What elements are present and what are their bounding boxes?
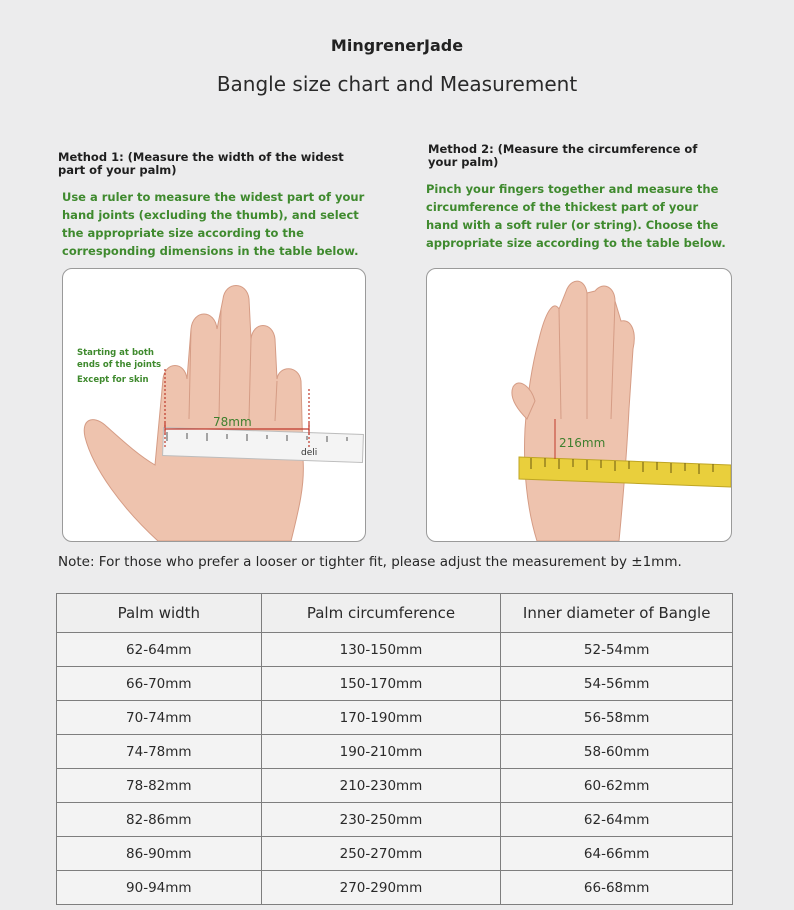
table-cell: 64-66mm	[501, 837, 733, 871]
hand-palm-shape	[525, 281, 635, 541]
method2-desc-line: Pinch your fingers together and measure the	[426, 182, 719, 196]
method1-description	[62, 188, 364, 260]
method2-title-line: Method 2: (Measure the circumference of	[428, 142, 698, 156]
hand-ruler-illustration	[63, 269, 365, 541]
hand-palm-shape	[84, 286, 303, 542]
table-cell: 78-82mm	[57, 769, 262, 803]
method1-desc-line: corresponding dimensions in the table below.	[62, 244, 359, 258]
table-cell: 66-70mm	[57, 667, 262, 701]
method1-annotation-line: Except for skin	[77, 375, 149, 385]
palm-width-measure: 78mm	[213, 415, 252, 429]
table-cell: 70-74mm	[57, 701, 262, 735]
method2-title	[428, 143, 697, 169]
table-cell: 270-290mm	[261, 871, 501, 905]
method1-title-line: Method 1: (Measure the width of the widest	[58, 150, 344, 164]
page-title: Bangle size chart and Measurement	[216, 72, 578, 96]
table-cell: 56-58mm	[501, 701, 733, 735]
table-cell: 130-150mm	[261, 633, 501, 667]
fit-note: Note: For those who prefer a looser or tighter fit, please adjust the measurement by ±1mm.	[58, 554, 682, 570]
brand-name: MingrenerJade	[330, 36, 464, 55]
table-row	[57, 837, 733, 871]
method1-desc-line: the appropriate size according to the	[62, 226, 304, 240]
table-cell: 66-68mm	[501, 871, 733, 905]
table-cell: 150-170mm	[261, 667, 501, 701]
table-row	[57, 769, 733, 803]
palm-circumference-measure: 216mm	[559, 436, 606, 450]
table-cell: 74-78mm	[57, 735, 262, 769]
table-row	[57, 803, 733, 837]
method1-hand-photo	[62, 268, 366, 542]
method2-description	[426, 180, 726, 252]
ruler-brand: deli	[301, 448, 318, 458]
table-cell: 58-60mm	[501, 735, 733, 769]
table-cell: 62-64mm	[501, 803, 733, 837]
table-cell: 62-64mm	[57, 633, 262, 667]
method2-desc-line: appropriate size according to the table below.	[426, 236, 726, 250]
table-row	[57, 701, 733, 735]
table-cell: 250-270mm	[261, 837, 501, 871]
method1-annotation-line: Starting at both	[77, 348, 154, 358]
hand-tape-illustration	[427, 269, 731, 541]
table-cell: 52-54mm	[501, 633, 733, 667]
method1-title-line: part of your palm)	[58, 163, 177, 177]
table-cell: 190-210mm	[261, 735, 501, 769]
table-cell: 54-56mm	[501, 667, 733, 701]
table-header-row	[57, 594, 733, 633]
method2-title-line: your palm)	[428, 155, 499, 169]
size-table	[56, 593, 733, 905]
table-cell: 90-94mm	[57, 871, 262, 905]
table-row	[57, 871, 733, 905]
column-header-inner-diameter: Inner diameter of Bangle	[501, 594, 733, 633]
column-header-palm-width: Palm width	[57, 594, 262, 633]
table-cell: 210-230mm	[261, 769, 501, 803]
table-cell: 60-62mm	[501, 769, 733, 803]
table-row	[57, 667, 733, 701]
table-cell: 230-250mm	[261, 803, 501, 837]
table-cell: 86-90mm	[57, 837, 262, 871]
table-cell: 170-190mm	[261, 701, 501, 735]
method2-desc-line: circumference of the thickest part of your	[426, 200, 699, 214]
table-row	[57, 735, 733, 769]
column-header-palm-circumference: Palm circumference	[261, 594, 501, 633]
table-row	[57, 633, 733, 667]
table-cell: 82-86mm	[57, 803, 262, 837]
method1-annotation-line: ends of the joints	[77, 360, 162, 370]
method2-desc-line: hand with a soft ruler (or string). Choose the	[426, 218, 719, 232]
method2-hand-photo	[426, 268, 732, 542]
method1-desc-line: hand joints (excluding the thumb), and select	[62, 208, 359, 222]
method1-title	[58, 151, 344, 177]
method1-desc-line: Use a ruler to measure the widest part of your	[62, 190, 365, 204]
